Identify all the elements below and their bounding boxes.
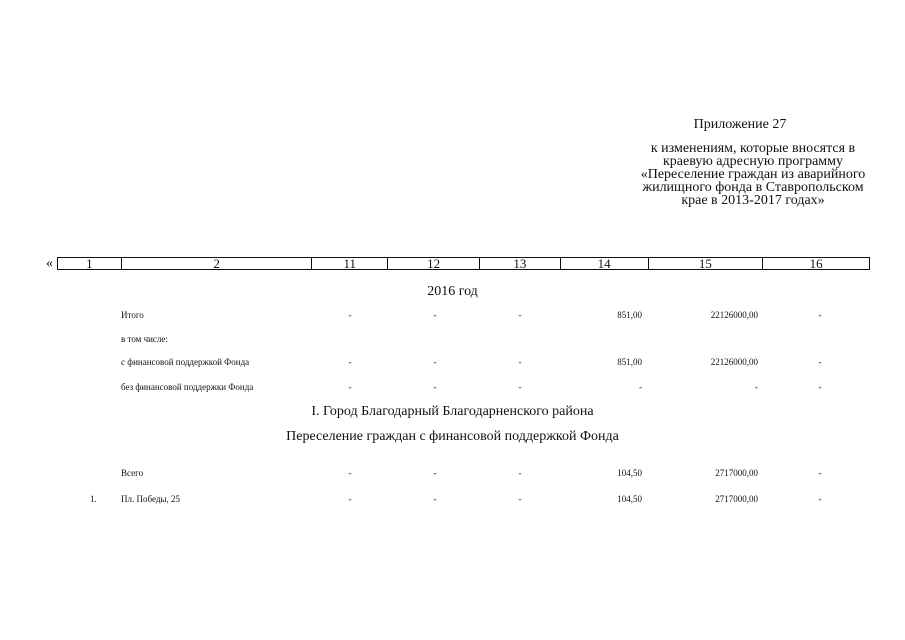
table-row bbox=[0, 492, 905, 506]
cell-col-16: - bbox=[818, 494, 822, 504]
table-row bbox=[0, 308, 905, 322]
cell-col-16: - bbox=[818, 382, 822, 392]
cell-col-12: - bbox=[433, 468, 437, 478]
cell-col-13: - bbox=[518, 494, 522, 504]
cell-col-15: 2717000,00 bbox=[715, 494, 758, 504]
appendix-line: «Переселение граждан из аварийного bbox=[640, 167, 866, 182]
cell-col-12: - bbox=[433, 310, 437, 320]
cell-col-16: - bbox=[818, 310, 822, 320]
cell-col-11: - bbox=[348, 310, 352, 320]
cell-col-13: - bbox=[518, 357, 522, 367]
appendix-title: Приложение 27 bbox=[693, 117, 787, 132]
header-col-15: 15 bbox=[649, 258, 764, 269]
cell-col-11: - bbox=[348, 357, 352, 367]
cell-col-12: - bbox=[433, 357, 437, 367]
cell-col-15: - bbox=[755, 382, 758, 392]
row-label: Пл. Победы, 25 bbox=[121, 494, 180, 504]
program-heading: Переселение граждан с финансовой поддержкой Фонда bbox=[286, 429, 619, 444]
cell-col-14: 851,00 bbox=[617, 310, 642, 320]
cell-col-11: - bbox=[348, 382, 352, 392]
appendix-line: крае в 2013-2017 годах» bbox=[681, 193, 825, 208]
appendix-description bbox=[628, 142, 878, 207]
row-label: в том числе: bbox=[121, 334, 168, 344]
cell-col-13: - bbox=[518, 382, 522, 392]
appendix-line: краевую адресную программу bbox=[662, 154, 844, 169]
row-label: без финансовой поддержки Фонда bbox=[121, 382, 254, 392]
header-col-16: 16 bbox=[809, 258, 823, 269]
cell-col-13: - bbox=[518, 468, 522, 478]
cell-col-15: 22126000,00 bbox=[710, 310, 758, 320]
cell-col-12: - bbox=[433, 494, 437, 504]
row-label: с финансовой поддержкой Фонда bbox=[121, 357, 250, 367]
header-col-14: 14 bbox=[561, 258, 649, 269]
year-heading: 2016 год bbox=[427, 284, 478, 299]
cell-col-14: - bbox=[639, 382, 642, 392]
cell-col-16: - bbox=[818, 357, 822, 367]
appendix-line: жилищного фонда в Ставропольском bbox=[642, 180, 864, 195]
header-col-12: 12 bbox=[388, 258, 480, 269]
cell-col-11: - bbox=[348, 494, 352, 504]
cell-col-12: - bbox=[433, 382, 437, 392]
table-row bbox=[0, 380, 905, 394]
cell-col-15: 2717000,00 bbox=[715, 468, 758, 478]
open-quote: « bbox=[46, 256, 53, 271]
row-number: 1. bbox=[90, 494, 97, 504]
cell-col-14: 104,50 bbox=[617, 494, 642, 504]
row-label: Всего bbox=[121, 468, 144, 478]
cell-col-14: 851,00 bbox=[617, 357, 642, 367]
cell-col-16: - bbox=[818, 468, 822, 478]
table-row bbox=[0, 332, 905, 346]
city-heading: I. Город Благодарный Благодарненского района bbox=[311, 404, 594, 419]
table-row bbox=[0, 466, 905, 480]
header-col-13: 13 bbox=[480, 258, 561, 269]
header-col-1: 1 bbox=[58, 258, 122, 269]
column-number-header bbox=[57, 257, 870, 270]
header-col-2: 2 bbox=[122, 258, 313, 269]
appendix-line: к изменениям, которые вносятся в bbox=[650, 141, 856, 156]
cell-col-14: 104,50 bbox=[617, 468, 642, 478]
row-label: Итого bbox=[121, 310, 144, 320]
cell-col-11: - bbox=[348, 468, 352, 478]
table-row bbox=[0, 355, 905, 369]
cell-col-15: 22126000,00 bbox=[710, 357, 758, 367]
header-col-11: 11 bbox=[312, 258, 388, 269]
cell-col-13: - bbox=[518, 310, 522, 320]
